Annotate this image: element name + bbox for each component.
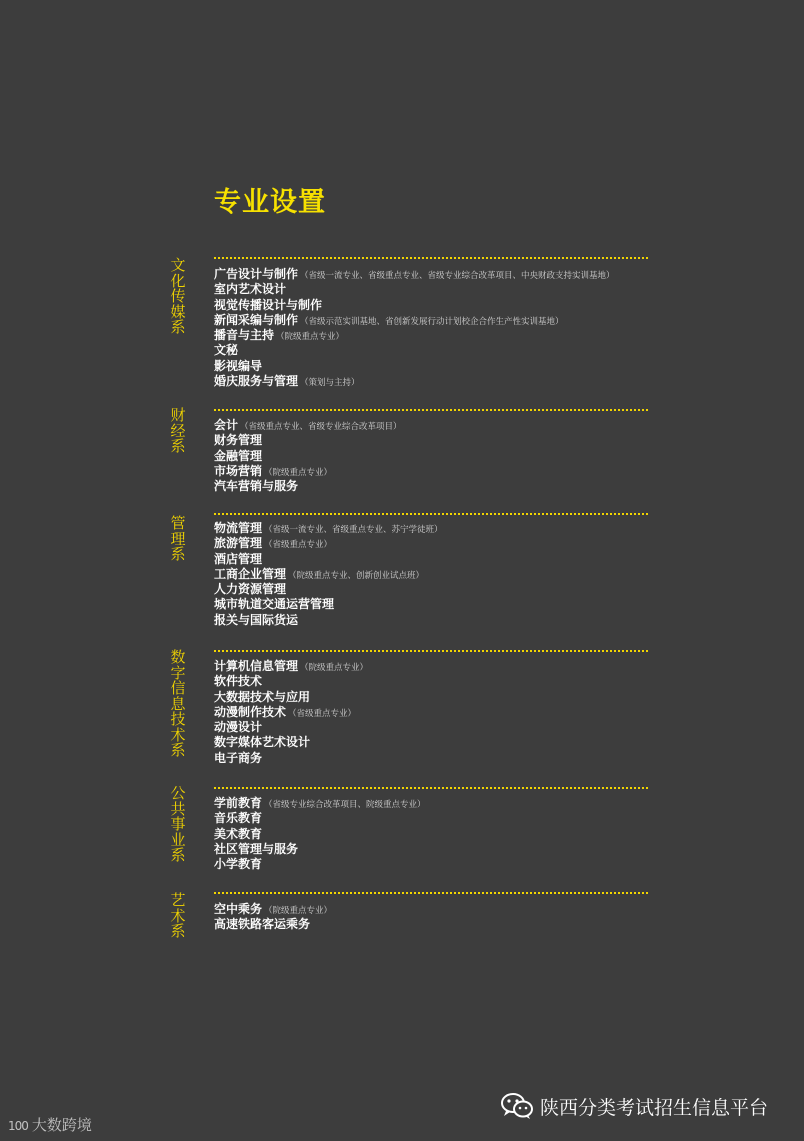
major-item: [214, 374, 654, 389]
major-item: [214, 479, 654, 494]
major-name: 会计: [214, 418, 239, 432]
section-divider: [214, 650, 648, 652]
department-name: 公共事业系: [170, 784, 186, 864]
major-item: [214, 842, 654, 857]
major-item: [214, 521, 654, 536]
major-name: 文秘: [214, 343, 239, 358]
major-item: [214, 343, 654, 358]
major-name: 财务管理: [214, 433, 263, 448]
major-item: [214, 735, 654, 750]
major-item: [214, 359, 654, 374]
major-item: [214, 902, 654, 917]
wechat-icon: [500, 1092, 534, 1120]
major-note: （策划与主持）: [300, 378, 360, 389]
major-note: （省级示范实训基地、省创新发展行动计划校企合作生产性实训基地）: [300, 316, 564, 327]
department-name: 文化传媒系: [170, 256, 186, 336]
section-divider: [214, 409, 648, 411]
major-name: 影视编导: [214, 358, 263, 373]
major-item: [214, 267, 654, 282]
watermark-logo: 100: [8, 1119, 28, 1133]
section-divider: [214, 787, 648, 789]
department-name: 财经系: [170, 406, 186, 455]
department-name: 管理系: [170, 514, 186, 563]
major-name: 报关与国际货运: [214, 612, 299, 627]
major-name: 社区管理与服务: [214, 841, 299, 856]
major-name: 电子商务: [214, 750, 263, 765]
major-name: 播音与主持: [214, 328, 275, 343]
major-list: [214, 659, 654, 766]
major-name: 视觉传播设计与制作: [214, 297, 323, 312]
major-name: 室内艺术设计: [214, 282, 287, 297]
major-name: 动漫设计: [214, 720, 263, 735]
major-item: [214, 582, 654, 597]
major-note: （院级重点专业）: [264, 906, 333, 916]
major-name: 广告设计与制作: [214, 267, 299, 281]
major-name: 高速铁路客运乘务: [214, 917, 311, 932]
major-name: 市场营销: [214, 463, 263, 478]
footer-account: [500, 1092, 768, 1120]
major-item: [214, 674, 654, 689]
major-item: [214, 690, 654, 705]
major-item: [214, 418, 654, 433]
major-note: （省级一流专业、省级重点专业、苏宁学徒班）: [264, 525, 443, 535]
major-name: 数字媒体艺术设计: [214, 735, 311, 750]
major-item: [214, 613, 654, 628]
major-name: 物流管理: [214, 521, 263, 535]
major-item: [214, 328, 654, 343]
major-name: 汽车营销与服务: [214, 479, 299, 494]
major-item: [214, 705, 654, 720]
major-item: [214, 857, 654, 872]
major-name: 人力资源管理: [214, 582, 287, 597]
major-list: [214, 267, 654, 389]
major-name: 新闻采编与制作: [214, 312, 299, 327]
section-divider: [214, 892, 648, 894]
major-name: 空中乘务: [214, 902, 263, 916]
major-item: [214, 464, 654, 479]
major-name: 工商企业管理: [214, 566, 287, 581]
major-note: （省级一流专业、省级重点专业、省级专业综合改革项目、中央财政支持实训基地）: [300, 271, 615, 281]
major-name: 大数据技术与应用: [214, 689, 311, 704]
major-note: （省级专业综合改革项目、院级重点专业）: [264, 800, 426, 810]
major-name: 旅游管理: [214, 536, 263, 551]
major-name: 金融管理: [214, 448, 263, 463]
major-item: [214, 827, 654, 842]
major-item: [214, 659, 654, 674]
major-item: [214, 811, 654, 826]
footer-text: 陕西分类考试招生信息平台: [540, 1096, 769, 1119]
major-item: [214, 433, 654, 448]
major-name: 酒店管理: [214, 551, 263, 566]
major-name: 计算机信息管理: [214, 659, 299, 673]
major-note: （院级重点专业）: [276, 332, 345, 343]
major-list: [214, 796, 654, 872]
major-name: 婚庆服务与管理: [214, 374, 299, 389]
major-item: [214, 298, 654, 313]
major-item: [214, 282, 654, 297]
major-name: 音乐教育: [214, 811, 263, 826]
major-item: [214, 552, 654, 567]
department-name: 艺术系: [170, 891, 186, 940]
department-name: 数字信息技术系: [170, 648, 186, 759]
major-note: （省级重点专业）: [288, 708, 357, 719]
major-item: [214, 449, 654, 464]
major-name: 城市轨道交通运营管理: [214, 597, 335, 612]
major-note: （院级重点专业）: [300, 663, 369, 673]
section-divider: [214, 257, 648, 259]
major-name: 学前教育: [214, 796, 263, 810]
watermark: [8, 1114, 92, 1135]
major-item: [214, 720, 654, 735]
major-note: （院级重点专业、创新创业试点班）: [288, 570, 425, 581]
section-divider: [214, 513, 648, 515]
watermark-text: 大数跨境: [31, 1116, 92, 1134]
major-item: [214, 751, 654, 766]
major-list: [214, 521, 654, 628]
major-item: [214, 313, 654, 328]
major-item: [214, 536, 654, 551]
major-note: （省级重点专业、省级专业综合改革项目）: [240, 422, 402, 432]
major-note: （省级重点专业）: [264, 540, 333, 551]
major-list: [214, 418, 654, 494]
major-item: [214, 917, 654, 932]
major-note: （院级重点专业）: [264, 467, 333, 478]
major-name: 软件技术: [214, 674, 263, 689]
major-name: 小学教育: [214, 857, 263, 872]
major-name: 动漫制作技术: [214, 704, 287, 719]
page-title: 专业设置: [214, 187, 326, 218]
major-item: [214, 796, 654, 811]
major-name: 美术教育: [214, 826, 263, 841]
major-item: [214, 597, 654, 612]
major-item: [214, 567, 654, 582]
major-list: [214, 902, 654, 933]
